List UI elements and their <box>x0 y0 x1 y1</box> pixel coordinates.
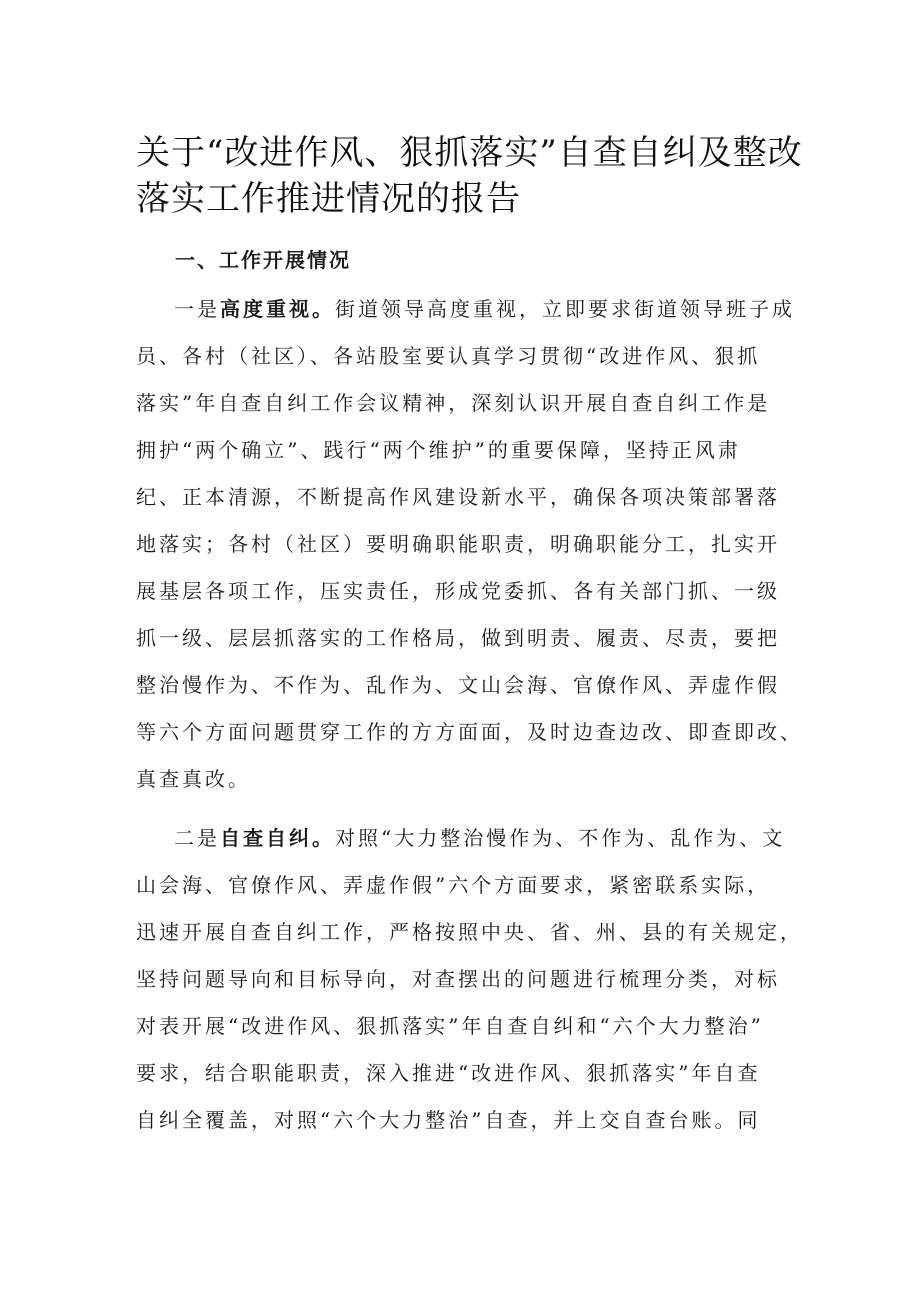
title-line-1: 关于“改进作风、狠抓落实”自查自纠及整改 <box>136 133 803 173</box>
paragraph-line <box>136 815 816 862</box>
paragraph-lead: 自查自纠。 <box>220 826 335 850</box>
paragraph-line: 落实”年自查自纠工作会议精神，深刻认识开展自查自纠工作是 <box>136 391 771 415</box>
paragraph-line: 整治慢作为、不作为、乱作为、文山会海、官僚作风、弄虚作假 <box>136 673 780 697</box>
paragraph-1 <box>136 286 816 803</box>
paragraph-line: 迅速开展自查自纠工作，严格按照中央、省、州、县的有关规定， <box>136 920 803 944</box>
paragraph-line: 自纠全覆盖，对照“六个大力整治”自查，并上交自查台账。同 <box>136 1108 761 1132</box>
paragraph-line <box>136 286 816 333</box>
paragraph-line: 拥护“两个确立”、践行“两个维护”的重要保障，坚持正风肃 <box>136 438 741 462</box>
paragraph-line: 员、各村（社区）、各站股室要认真学习贯彻“改进作风、狠抓 <box>136 344 761 368</box>
paragraph-line: 要求，结合职能职责，深入推进“改进作风、狠抓落实”年自查 <box>136 1061 761 1085</box>
paragraph-line: 地落实；各村（社区）要明确职能职责，明确职能分工，扎实开 <box>136 532 780 556</box>
paragraph-line: 对表开展“改进作风、狠抓落实”年自查自纠和“六个大力整治” <box>136 1014 764 1038</box>
paragraph-line: 真查真改。 <box>136 767 251 791</box>
paragraph-text: 街道领导高度重视，立即要求街道领导班子成 <box>335 297 795 321</box>
paragraph-2 <box>136 815 816 1144</box>
paragraph-text: 对照“大力整治慢作为、不作为、乱作为、文 <box>335 826 786 850</box>
paragraph-line: 坚持问题导向和目标导向，对查摆出的问题进行梳理分类，对标 <box>136 967 780 991</box>
paragraph-line: 山会海、官僚作风、弄虚作假”六个方面要求，紧密联系实际， <box>136 873 771 897</box>
paragraph-line: 抓一级、层层抓落实的工作格局，做到明责、履责、尽责，要把 <box>136 626 780 650</box>
paragraph-prefix: 二是 <box>174 826 220 850</box>
title-line-2: 落实工作推进情况的报告 <box>136 179 521 219</box>
document-title <box>136 130 816 222</box>
paragraph-prefix: 一是 <box>174 297 220 321</box>
section-heading: 一、工作开展情况 <box>175 248 351 272</box>
paragraph-line: 等六个方面问题贯穿工作的方方面面，及时边查边改、即查即改、 <box>136 720 803 744</box>
paragraph-line: 纪、正本清源，不断提高作风建设新水平，确保各项决策部署落 <box>136 485 780 509</box>
paragraph-line: 展基层各项工作，压实责任，形成党委抓、各有关部门抓、一级 <box>136 579 780 603</box>
paragraph-lead: 高度重视。 <box>220 297 335 321</box>
